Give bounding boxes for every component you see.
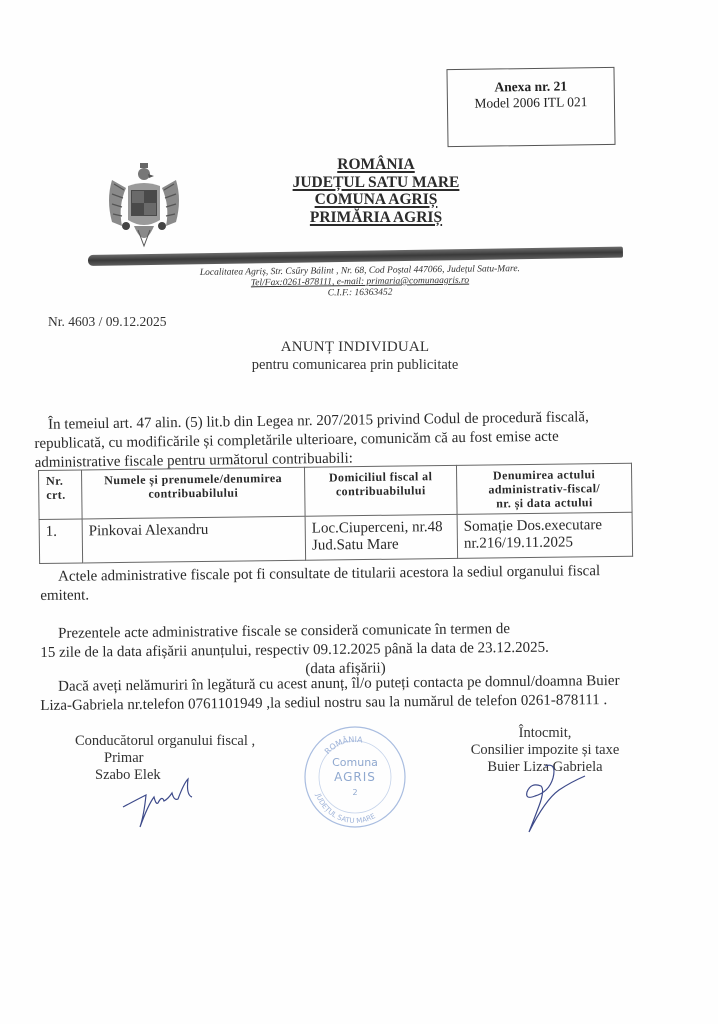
header-text: Numele și prenumele/denumirea: [104, 471, 283, 488]
signatory-role: Consilier impozite și taxe: [470, 742, 620, 758]
address-line: Loc.Ciuperceni, nr.48: [311, 519, 443, 537]
cell-name: Pinkovai Alexandru: [82, 516, 306, 563]
contact-paragraph: [40, 671, 690, 716]
header-address: [304, 465, 457, 516]
city-hall-title: PRIMĂRIA AGRIȘ: [309, 208, 443, 226]
table-row: [39, 512, 632, 563]
annex-model: Model 2006 ITL 021: [474, 94, 588, 111]
document-subtitle: pentru comunicarea prin publicitate: [251, 357, 459, 373]
document-title-block: [190, 338, 520, 374]
header-text: crt.: [46, 487, 66, 502]
address-line: Localitatea Agriș, Str. Csűry Bálint , Nr. 68, Cod Poștal 447066, Județul Satu-Mare.: [199, 264, 520, 278]
header-text: Domiciliul fiscal al: [328, 469, 433, 485]
intro-line: republicată, cu modificările și completările ulterioare, comunicăm că au fost emise acte: [34, 428, 559, 452]
institution-address: [160, 264, 560, 302]
document-title: ANUNȚ INDIVIDUAL: [280, 339, 430, 355]
annex-box: [446, 67, 615, 147]
country-title: ROMÂNIA: [337, 156, 415, 173]
taxpayers-table-wrapper: [38, 463, 633, 564]
stamp-line: AGRIS: [334, 770, 376, 784]
paragraph-line: emitent.: [40, 587, 90, 604]
paragraph-line: Liza-Gabriela nr.telefon 0761101949 ,la sediul nostru sau la numărul de telefon 0261-878111 .: [40, 692, 608, 714]
signatory-title: Conducătorul organului fiscal ,: [75, 733, 256, 749]
contact-line: Tel/Fax:0261-878111, e-mail: primaria@comunaagris.ro: [250, 275, 470, 289]
fiscal-code-line: C.I.F.: 16363452: [327, 287, 393, 299]
intro-line: În temeiul art. 47 alin. (5) lit.b din Legea nr. 207/2015 privind Codul de procedură fiscală,: [48, 409, 589, 433]
stamp-line: Comuna: [332, 756, 378, 769]
header-text: administrativ-fiscal/: [488, 481, 601, 497]
cell-nr: 1.: [39, 519, 83, 564]
official-stamp: [300, 722, 410, 832]
stamp-top-text: ROMÂNIA: [322, 734, 364, 757]
header-text: contribuabilului: [148, 485, 239, 501]
consultation-paragraph: [40, 561, 690, 606]
taxpayers-table: [38, 463, 633, 564]
signatory-name: Szabo Elek: [95, 767, 161, 783]
header-text: Nr.: [46, 473, 64, 488]
table-header-row: [39, 463, 633, 519]
header-text: nr. și data actului: [496, 495, 593, 511]
county-title: JUDEȚUL SATU MARE: [292, 173, 460, 191]
header-text: Denumirea actului: [492, 467, 596, 483]
act-line: nr.216/19.11.2025: [463, 534, 574, 552]
paragraph-line: (data afișării): [305, 660, 386, 678]
header-name: [82, 467, 306, 519]
romania-coat-of-arms-icon: [104, 160, 184, 255]
cell-address: [305, 514, 458, 560]
registration-number: Nr. 4603 / 09.12.2025: [48, 314, 167, 329]
paragraph-line: Prezentele acte administrative fiscale se consideră comunicate în termen de: [58, 621, 511, 642]
annex-title: Anexa nr. 21: [494, 78, 568, 95]
act-line: Somație Dos.executare: [463, 517, 603, 535]
paragraph-line: Dacă aveți nelămuriri în legătură cu acest anunț, îl/o puteți contacta pe domnul/doamna Buier: [58, 672, 620, 695]
stamp-bottom-text: JUDEȚUL SATU MARE: [314, 792, 377, 826]
header-nr: [39, 470, 83, 520]
institution-header: [276, 156, 476, 226]
signatory-role: Primar: [104, 750, 144, 766]
signatory-name: Buier Liza Gabriela: [487, 759, 603, 775]
header-act: [456, 463, 632, 514]
prepared-by-label: Întocmit,: [518, 725, 572, 741]
header-text: contribuabilului: [335, 483, 426, 499]
stamp-line: 2: [352, 788, 358, 797]
address-line: Jud.Satu Mare: [311, 536, 399, 554]
paragraph-line: Actele administrative fiscale pot fi consultate de titularii acestora la sediul organului fiscal: [58, 563, 601, 585]
paragraph-line: 15 zile de la data afișării anunțului, respectiv 09.12.2025 până la data de 23.12.2025.: [40, 639, 549, 661]
handwritten-signature-icon: [505, 760, 595, 840]
intro-line: administrative fiscale pentru următorul contribuabili:: [34, 450, 353, 471]
commune-title: COMUNA AGRIȘ: [314, 191, 438, 208]
cell-act: [457, 512, 633, 558]
handwritten-signature-icon: [118, 775, 208, 830]
